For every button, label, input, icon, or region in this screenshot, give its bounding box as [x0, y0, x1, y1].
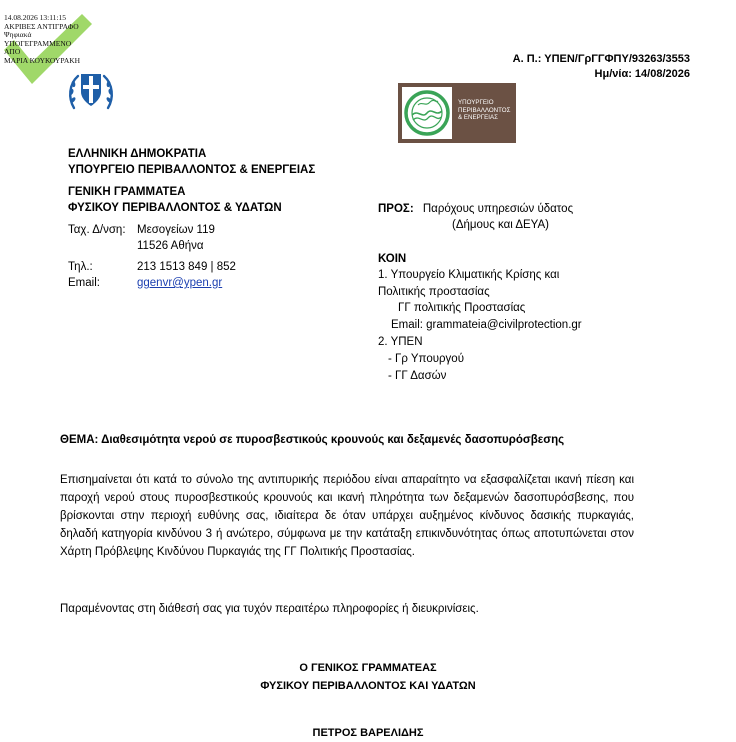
reference-block	[513, 52, 690, 82]
to-block	[378, 201, 573, 217]
stamp-line: ΑΚΡΙΒΕΣ ΑΝΤΙΓΡΑΦΟ	[4, 21, 79, 31]
signatory-name: ΠΕΤΡΟΣ ΒΑΡΕΛΙΔΗΣ	[312, 727, 424, 739]
cc-label: ΚΟΙΝ	[378, 253, 407, 265]
subject-line: ΘΕΜΑ: Διαθεσιμότητα νερού σε πυροσβεστικούς κρουνούς και δεξαμενές δασοπυρόσβεσης	[60, 434, 565, 446]
ministry-logo	[398, 83, 516, 143]
sender-ministry: ΥΠΟΥΡΓΕΙΟ ΠΕΡΙΒΑΛΛΟΝΤΟΣ & ΕΝΕΡΓΕΙΑΣ	[68, 164, 316, 176]
signatory-title: ΦΥΣΙΚΟΥ ΠΕΡΙΒΑΛΛΟΝΤΟΣ ΚΑΙ ΥΔΑΤΩΝ	[260, 680, 476, 692]
address-label: Ταχ. Δ/νση:	[68, 224, 126, 236]
cc-item: Πολιτικής προστασίας	[378, 286, 490, 298]
logo-text	[458, 99, 510, 122]
body-paragraph: Παραμένοντας στη διάθεσή σας για τυχόν περαιτέρω πληροφορίες ή διευκρινίσεις.	[60, 603, 479, 615]
cc-item: 1. Υπουργείο Κλιματικής Κρίσης και	[378, 269, 560, 281]
phone-label: Τηλ.:	[68, 261, 93, 273]
logo-text-line: & ΕΝΕΡΓΕΙΑΣ	[458, 114, 498, 122]
protocol-number: Α. Π.: ΥΠΕΝ/ΓρΓΓΦΠΥ/93263/3553	[512, 53, 690, 65]
phone-number: 213 1513 849 | 852	[137, 261, 236, 273]
address-line: 11526 Αθήνα	[137, 240, 204, 252]
to-label: ΠΡΟΣ:	[378, 203, 414, 215]
cc-item: - Γρ Υπουργού	[388, 353, 464, 365]
stamp-line: ΜΑΡΙΑ ΚΟΥΚΟΥΡΑΚΗ	[4, 55, 81, 65]
email-label: Email:	[68, 277, 100, 289]
logo-text-line: ΥΠΟΥΡΓΕΙΟ	[458, 99, 494, 106]
stamp-line: ΑΠΟ	[4, 47, 21, 57]
sender-department: ΦΥΣΙΚΟΥ ΠΕΡΙΒΑΛΛΟΝΤΟΣ & ΥΔΑΤΩΝ	[68, 202, 282, 214]
sender-republic: ΕΛΛΗΝΙΚΗ ΔΗΜΟΚΡΑΤΙΑ	[68, 148, 207, 160]
stamp-line: ΥΠΟΓΕΓΡΑΜΜΕΝΟ	[4, 38, 72, 48]
cc-item-email: Email: grammateia@civilprotection.gr	[391, 319, 582, 331]
cc-item: 2. ΥΠΕΝ	[378, 336, 423, 348]
to-recipient: Παρόχους υπηρεσιών ύδατος	[422, 203, 574, 215]
body-paragraph: Επισημαίνεται ότι κατά το σύνολο της αντιπυρικής περιόδου είναι απαραίτητο να εξασφαλίζεται ικανή πίεση και παροχή νερού στους πυροσβεστικούς κρουνούς και ικανή πληρότητα των δεξαμενών δασοπυρόσβεσης, που βρίσκονται στην περιοχή ευθύνης σας, ιδιαίτερα δε όταν υπάρχει αυξημένος κίνδυνος δασικής πυρκαγιάς, δηλαδή κατηγορία κινδύνου 3 ή ανώτερο, σύμφωνα με την κατάταξη επικινδυνότητας όπως αποτυπώνεται στον Χάρτη Πρόβλεψης Κινδύνου Πυρκαγιάς της ΓΓ Πολιτικής Προστασίας.	[60, 474, 634, 558]
to-recipient-detail: (Δήμους και ΔΕΥΑ)	[452, 219, 549, 231]
sender-secretariat: ΓΕΝΙΚΗ ΓΡΑΜΜΑΤΕΑ	[68, 186, 186, 198]
cc-item: - ΓΓ Δασών	[388, 370, 447, 382]
sender-email-link[interactable]: ggenvr@ypen.gr	[137, 277, 223, 289]
stamp-line: Ψηφιακά	[4, 30, 32, 40]
cc-item: ΓΓ πολιτικής Προστασίας	[398, 302, 526, 314]
signatory-title: Ο ΓΕΝΙΚΟΣ ΓΡΑΜΜΑΤΕΑΣ	[299, 662, 437, 674]
address-line: Μεσογείων 119	[137, 224, 215, 236]
stamp-line: 14.08.2026 13:11:15	[4, 13, 67, 22]
digital-signature-stamp	[4, 14, 80, 66]
logo-text-line: ΠΕΡΙΒΑΛΛΟΝΤΟΣ	[458, 106, 511, 114]
document-date: Ημ/νία: 14/08/2026	[594, 68, 690, 80]
